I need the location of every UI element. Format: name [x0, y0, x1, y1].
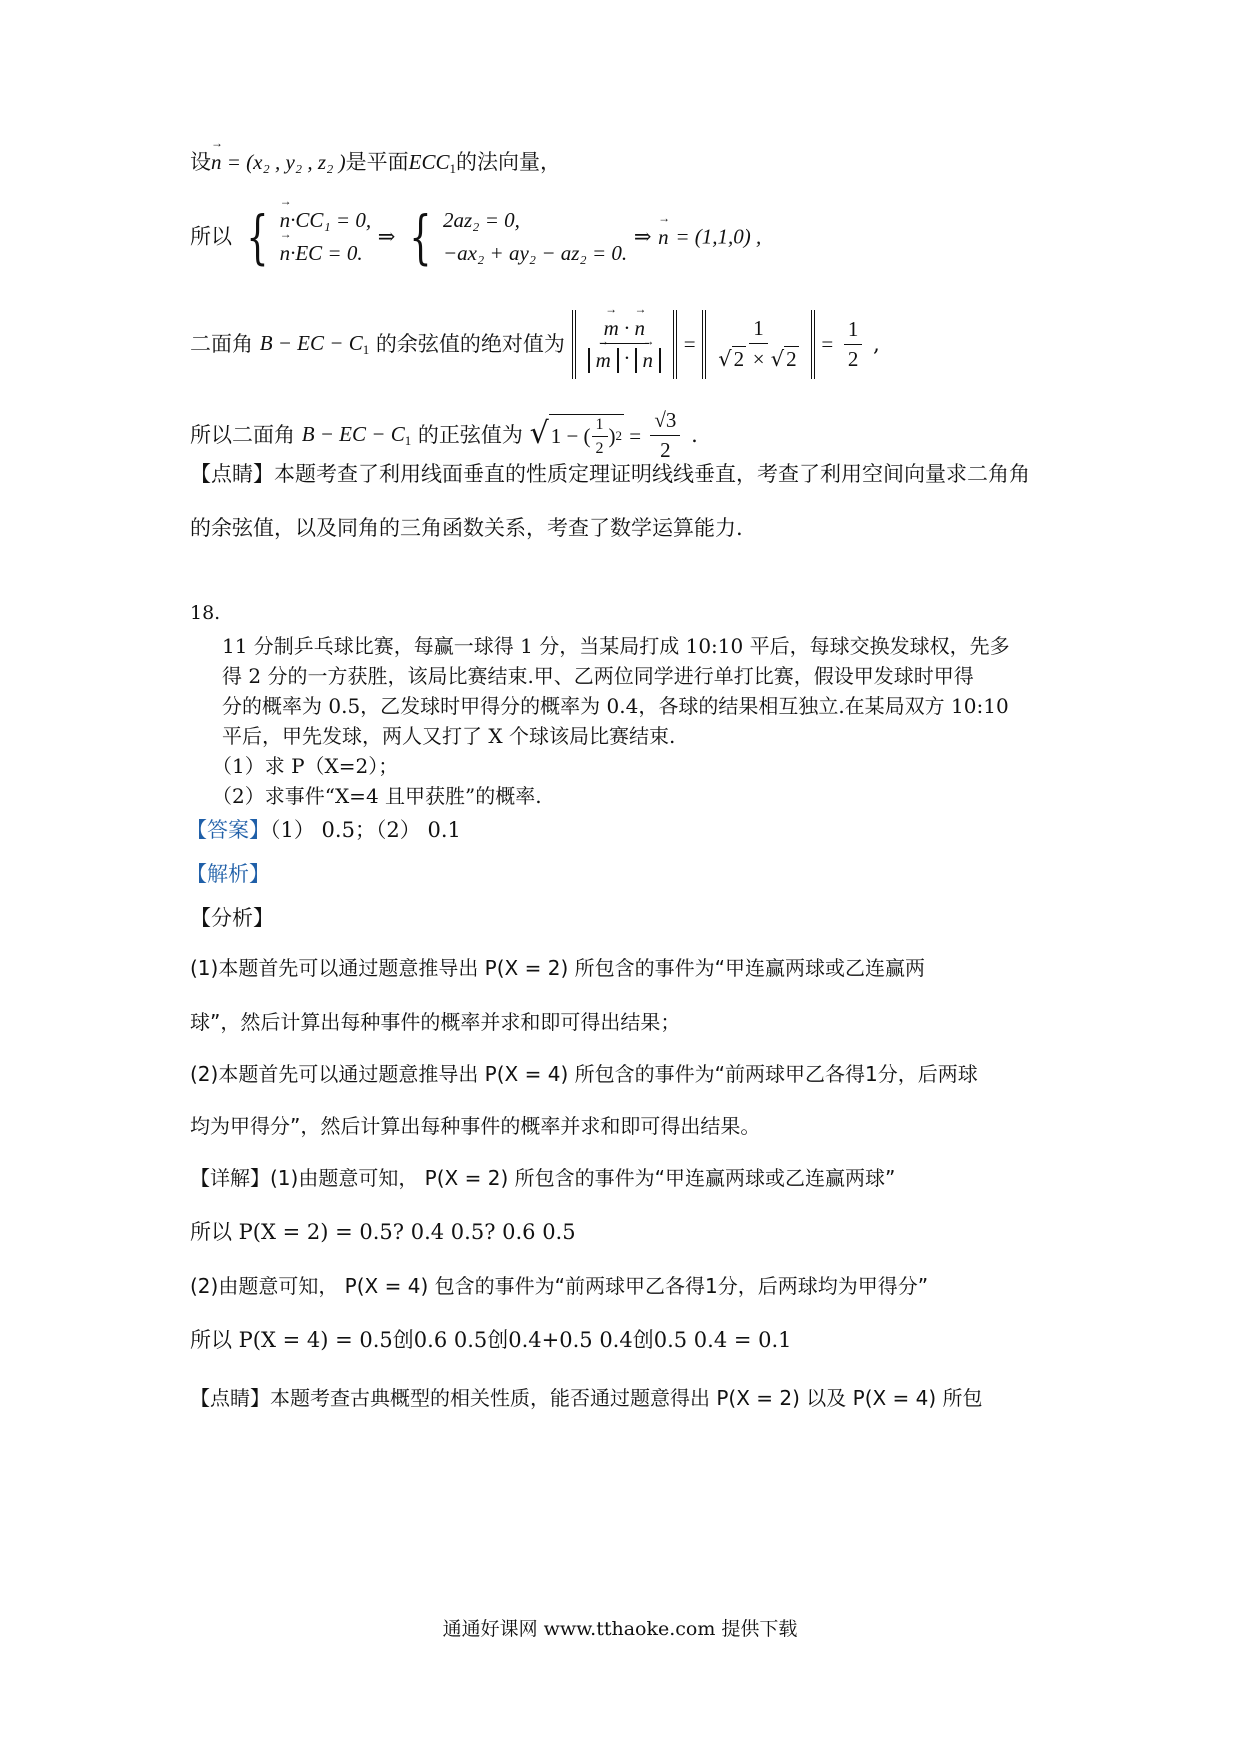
- question-paragraph-4: 平后，甲先发球，两人又打了 X 个球该局比赛结束.: [222, 724, 676, 748]
- question-paragraph-3: 分的概率为 0.5，乙发球时甲得分的概率为 0.4，各球的结果相互独立.在某局双方 10:10: [222, 694, 1009, 718]
- text: 的法向量，: [455, 150, 561, 174]
- question-sub-1: （1）求 P（X=2）；: [212, 754, 399, 778]
- fenxi-1b: 球”，然后计算出每种事件的概率并求和即可得出结果；: [190, 1010, 681, 1034]
- text: 设: [190, 150, 211, 174]
- jiexi-tag: 【解析】: [186, 862, 270, 886]
- answer-line: [186, 818, 461, 843]
- normal-vector-result: = (1,1,0) ,: [675, 224, 762, 249]
- system-right: { 2az₂ = 0, −ax₂ + ay₂ − az₂ = 0.: [409, 203, 628, 272]
- answer-text: （1） 0.5；（2） 0.1: [270, 818, 461, 842]
- answer-tag: 【答案】: [186, 818, 270, 842]
- abs-cos-expression: → m · → n → m · → n: [572, 310, 677, 379]
- sine-line: 所以二面角 B − EC − $C_1$ 的正弦值为 √1 − ( $\frac{1}{2}$ ) 2 = $\frac{√3}{2}$ .: [190, 408, 698, 463]
- text: 是平面: [345, 150, 409, 174]
- equation-system-line: 所以 { → n·CC₁ = 0, → n·EC = 0. ⇒ { 2az₂ = 0, −ax₂ + ay₂ − az₂ = 0. ⇒ → n = (1,1,0) ,: [190, 208, 761, 266]
- xiangjie-2: 所以 P(X = 2) = 0.5? 0.4 0.5? 0.6 0.5: [190, 1220, 576, 1244]
- dianjing-2: 【点睛】本题考查古典概型的相关性质，能否通过题意得出 P(X = 2) 以及 P(X = 4) 所包: [190, 1386, 983, 1410]
- vector-coords: = (x₂ , y₂ , z₂ ): [221, 150, 346, 174]
- text: 所以: [190, 224, 232, 249]
- fenxi-tag: 【分析】: [190, 906, 274, 930]
- cosine-line: 二面角 B − EC − $C_1$ 的余弦值的绝对值为 → m · → n → m · → n = $\frac{1}{√2 \times √2}$ = $\frac{1}{2}$ ,: [190, 310, 880, 379]
- fenxi-2a: (2)本题首先可以通过题意推导出 P(X = 4) 所包含的事件为“前两球甲乙各得1分，后两球: [190, 1062, 978, 1086]
- xiangjie-3: (2)由题意可知， P(X = 4) 包含的事件为“前两球甲乙各得1分，后两球均为甲得分”: [190, 1274, 929, 1298]
- question-paragraph-1: 11 分制乒乓球比赛，每赢一球得 1 分，当某局打成 10:10 平后，每球交换发球权，先多: [222, 634, 1010, 658]
- dianjing-1-line-a: 【点睛】本题考查了利用线面垂直的性质定理证明线线垂直，考查了利用空间向量求二角角: [190, 462, 1030, 486]
- sine-result: $\frac{√3}{2}$: [650, 408, 680, 463]
- normal-vector-line: 设→ n = (x₂ , y₂ , z₂ )是平面$ECC_1$的法向量，: [190, 150, 561, 177]
- plane-name: ECC: [408, 150, 450, 174]
- system-left: { → n·CC₁ = 0, → n·EC = 0.: [239, 208, 371, 266]
- half-fraction: $\frac{1}{2}$: [844, 317, 863, 372]
- vector-n: → n: [211, 150, 222, 175]
- fenxi-2b: 均为甲得分”，然后计算出每种事件的概率并求和即可得出结果。: [190, 1114, 761, 1138]
- sine-expression: √1 − ( $\frac{1}{2}$ ) 2 =: [529, 415, 647, 457]
- xiangjie-tag: 【详解】: [190, 1166, 270, 1190]
- dianjing-1-line-b: 的余弦值，以及同角的三角函数关系，考查了数学运算能力.: [190, 516, 743, 540]
- xiangjie-1: 【详解】(1)由题意可知， P(X = 2) 所包含的事件为“甲连赢两球或乙连赢两球”: [190, 1166, 896, 1190]
- question-paragraph-2: 得 2 分的一方获胜，该局比赛结束.甲、乙两位同学进行单打比赛，假设甲发球时甲得: [222, 664, 974, 688]
- question-number: 18.: [190, 602, 221, 624]
- question-sub-2: （2）求事件“X=4 且甲获胜”的概率.: [212, 784, 542, 808]
- fenxi-1a: (1)本题首先可以通过题意推导出 P(X = 2) 所包含的事件为“甲连赢两球或乙连赢两: [190, 956, 925, 980]
- abs-value-fraction: $\frac{1}{√2 \times √2}$: [702, 310, 814, 378]
- footer: 通通好课网 www.tthaoke.com 提供下载: [442, 1618, 798, 1640]
- dianjing-tag: 【点睛】: [190, 1386, 270, 1410]
- xiangjie-4: 所以 P(X = 4) = 0.5创0.6 0.5创0.4+0.5 0.4创0.5 0.4 = 0.1: [190, 1328, 792, 1352]
- dianjing-tag: 【点睛】: [190, 462, 274, 486]
